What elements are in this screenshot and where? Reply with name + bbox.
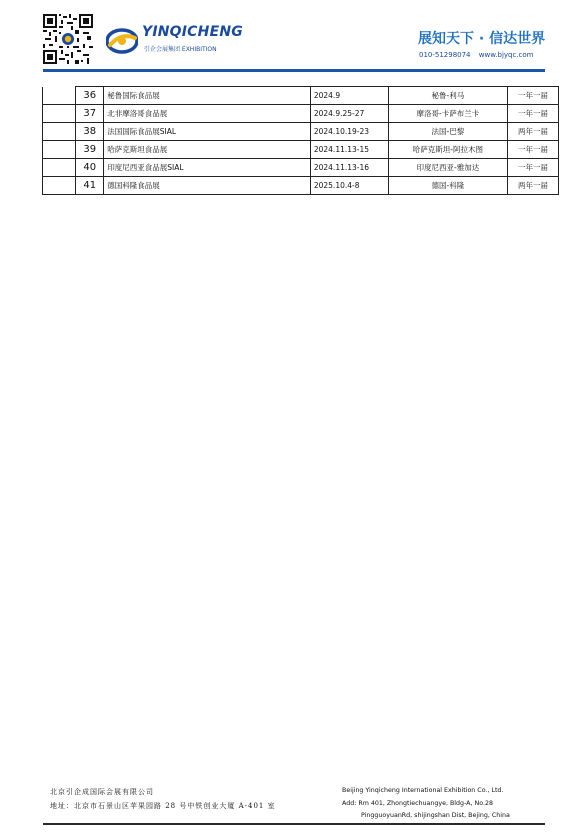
exhibition-table [42, 86, 559, 195]
group-cell [43, 87, 76, 105]
qr-code [43, 14, 93, 64]
logo-title: YINQICHENG [142, 24, 243, 40]
exhibition-location: 摩洛哥-卡萨布兰卡 [388, 105, 507, 123]
exhibition-name: 北非摩洛哥食品展 [104, 105, 311, 123]
exhibition-frequency: 两年一届 [508, 123, 559, 141]
exhibition-date: 2024.10.19-23 [310, 123, 388, 141]
company-slogan: 展知天下 · 信达世界 [418, 31, 546, 47]
exhibition-location: 德国-科隆 [388, 177, 507, 195]
group-cell [43, 141, 76, 159]
group-cell [43, 159, 76, 177]
logo-subtitle: 引企会展集团 EXHIBITION [144, 46, 217, 53]
exhibition-name: 秘鲁国际食品展 [104, 87, 311, 105]
row-number: 38 [76, 123, 104, 141]
exhibition-date: 2024.11.13-16 [310, 159, 388, 177]
exhibition-date: 2024.11.13-15 [310, 141, 388, 159]
company-logo [106, 24, 243, 60]
footer-company-name-cn: 北京引企成国际会展有限公司 [50, 788, 154, 796]
group-cell [43, 177, 76, 195]
exhibition-frequency: 一年一届 [508, 159, 559, 177]
table-row [43, 87, 559, 105]
table-row [43, 177, 559, 195]
table-row [43, 105, 559, 123]
qr-code-icon [43, 14, 93, 64]
exhibition-frequency: 一年一届 [508, 105, 559, 123]
exhibition-name: 德国科隆食品展 [104, 177, 311, 195]
website-link[interactable]: www.bjyqc.com [478, 51, 534, 59]
footer-divider [43, 823, 545, 825]
exhibition-name: 法国国际食品展SIAL [104, 123, 311, 141]
exhibition-name: 哈萨克斯坦食品展 [104, 141, 311, 159]
swoosh-logo-icon [106, 26, 138, 56]
exhibition-location: 哈萨克斯坦-阿拉木图 [388, 141, 507, 159]
table-row [43, 123, 559, 141]
exhibition-name: 印度尼西亚食品展SIAL [104, 159, 311, 177]
exhibition-frequency: 两年一届 [508, 177, 559, 195]
row-number: 41 [76, 177, 104, 195]
table-row [43, 141, 559, 159]
contact-info [419, 51, 534, 59]
exhibition-date: 2024.9.25-27 [310, 105, 388, 123]
footer-address-en-line1: Add: Rm 401, Zhongtiechuangye, Bldg-A, No.28 [342, 800, 493, 807]
footer-address-en-line2: PingguoyuanRd, shijingshan Dist, Bejing, China [361, 812, 510, 819]
exhibition-date: 2025.10.4-8 [310, 177, 388, 195]
table-row [43, 159, 559, 177]
header-divider [43, 69, 545, 72]
row-number: 39 [76, 141, 104, 159]
row-number: 36 [76, 87, 104, 105]
group-cell [43, 123, 76, 141]
exhibition-location: 秘鲁-利马 [388, 87, 507, 105]
group-cell [43, 105, 76, 123]
footer-address-cn: 地址：北京市石景山区苹果园路 28 号中铁创业大厦 A-401 室 [50, 802, 276, 810]
exhibition-frequency: 一年一届 [508, 87, 559, 105]
exhibition-location: 印度尼西亚-雅加达 [388, 159, 507, 177]
exhibition-frequency: 一年一届 [508, 141, 559, 159]
footer-company-name-en: Beijing Yinqicheng International Exhibition Co., Ltd. [342, 787, 504, 794]
row-number: 37 [76, 105, 104, 123]
phone-number: 010-51298074 [419, 51, 471, 59]
exhibition-location: 法国-巴黎 [388, 123, 507, 141]
exhibition-date: 2024.9 [310, 87, 388, 105]
row-number: 40 [76, 159, 104, 177]
